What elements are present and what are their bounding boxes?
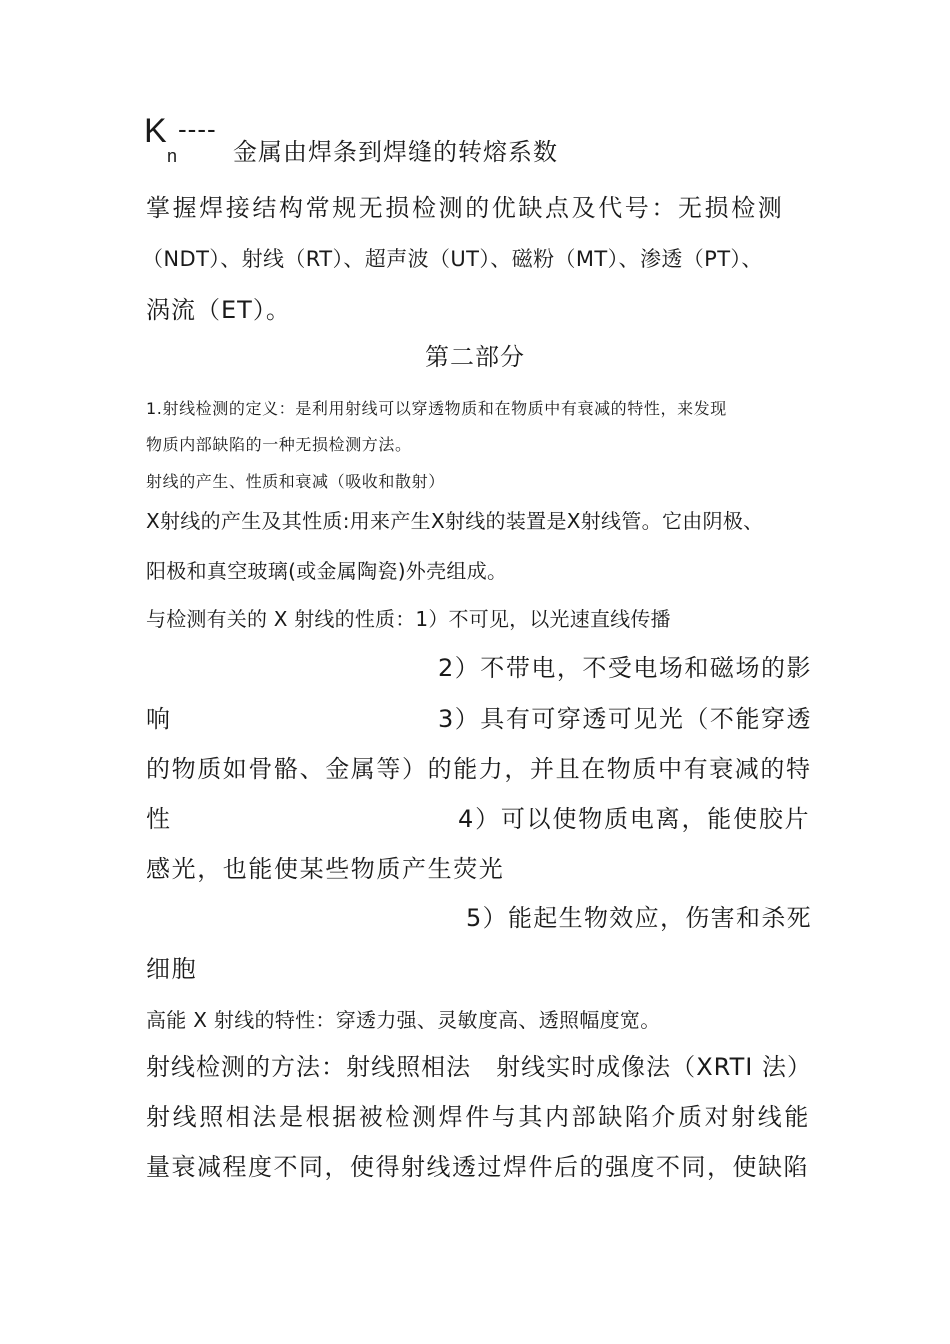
radiography-line-2: 量衰减程度不同，使得射线透过焊件后的强度不同，使缺陷: [146, 1153, 809, 1181]
xray-property-3c: 性: [146, 805, 172, 833]
formula-definition: 金属由焊条到焊缝的转熔系数: [233, 138, 558, 166]
xray-properties-intro: 与检测有关的 X 射线的性质：1）不可见，以光速直线传播: [146, 607, 671, 631]
formula-dashes: ----: [178, 114, 217, 144]
formula-subscript: n: [167, 146, 178, 166]
ndt-intro-line-2: （NDT）、射线（RT）、超声波（UT）、磁粉（MT）、渗透（PT）、: [142, 247, 763, 271]
xray-property-5a: 5）能起生物效应，伤害和杀死: [466, 904, 812, 932]
xray-property-3b: 的物质如骨骼、金属等）的能力，并且在物质中有衰减的特: [146, 755, 812, 783]
rt-subheading: 射线的产生、性质和衰减（吸收和散射）: [146, 472, 445, 491]
xray-generation-line-2: 阳极和真空玻璃(或金属陶瓷)外壳组成。: [146, 559, 508, 583]
ndt-intro-line-3: 涡流（ET）。: [146, 296, 291, 324]
xray-generation-line-1: X射线的产生及其性质:用来产生X射线的装置是X射线管。它由阴极、: [146, 509, 764, 533]
xray-property-2a: 2）不带电，不受电场和磁场的影: [438, 654, 812, 682]
rt-definition-line-2: 物质内部缺陷的一种无损检测方法。: [146, 435, 412, 454]
ndt-intro-line-1: 掌握焊接结构常规无损检测的优缺点及代号：无损检测: [146, 194, 785, 222]
xray-property-5b: 细胞: [146, 955, 198, 983]
rt-methods: 射线检测的方法：射线照相法 射线实时成像法（XRTI 法）: [146, 1053, 812, 1081]
xray-property-3a: 3）具有可穿透可见光（不能穿透: [438, 705, 812, 733]
xray-property-4a: 4）可以使物质电离，能使胶片: [458, 805, 811, 833]
rt-definition-line-1: 1.射线检测的定义：是利用射线可以穿透物质和在物质中有衰减的特性，来发现: [146, 399, 727, 418]
xray-property-2b: 响: [146, 705, 172, 733]
formula-symbol: K: [144, 112, 167, 150]
radiography-line-1: 射线照相法是根据被检测焊件与其内部缺陷介质对射线能: [146, 1103, 811, 1131]
xray-property-4b: 感光，也能使某些物质产生荧光: [146, 855, 505, 883]
high-energy-xray: 高能 X 射线的特性：穿透力强、灵敏度高、透照幅度宽。: [146, 1008, 661, 1032]
section-title: 第二部分: [425, 343, 525, 371]
